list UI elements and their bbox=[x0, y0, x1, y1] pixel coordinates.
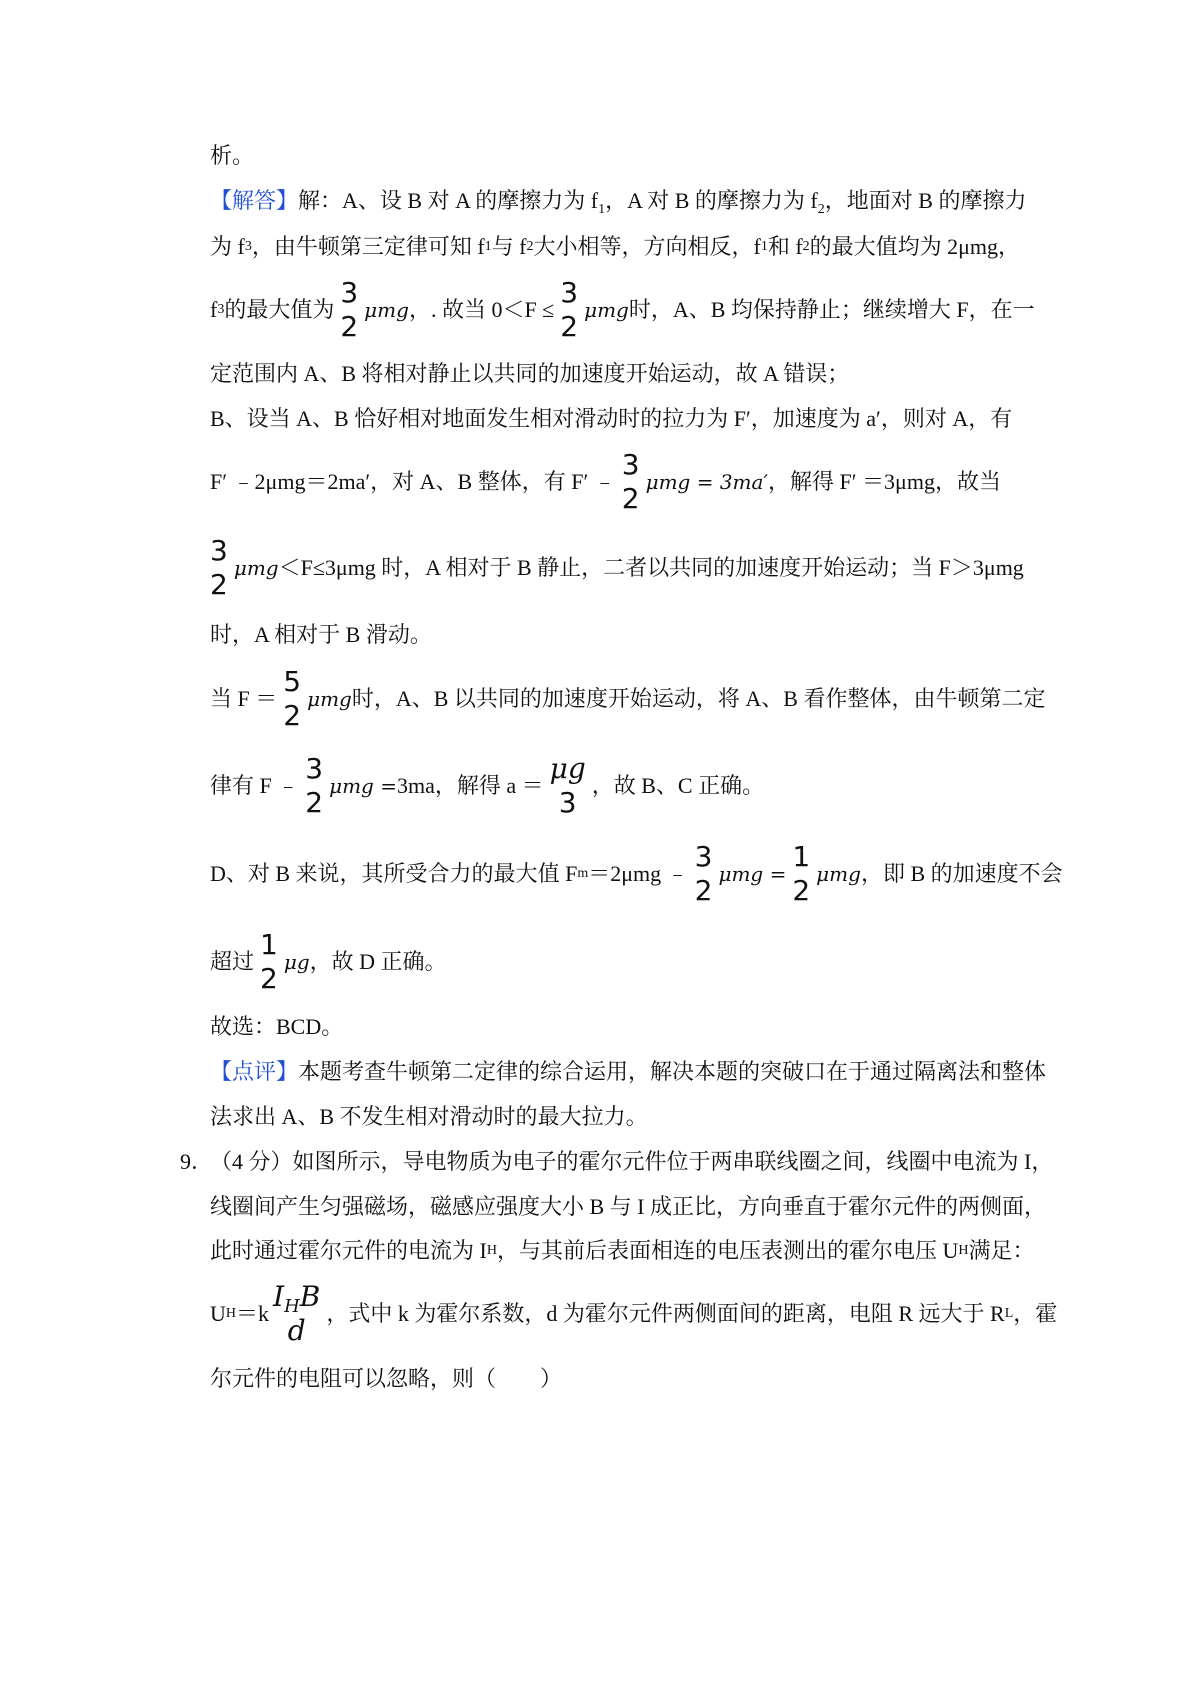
denominator: 2 bbox=[694, 874, 713, 907]
text: 法求出 A、B 不发生相对滑动时的最大拉力。 bbox=[210, 1104, 648, 1129]
text: 解：A、设 B 对 A 的摩擦力为 f bbox=[298, 188, 599, 213]
subscript: 1 bbox=[598, 202, 606, 217]
text-line bbox=[210, 361, 1025, 387]
text: ，由牛顿第三定律可知 f bbox=[251, 234, 485, 259]
numerator: 1 bbox=[260, 928, 278, 961]
text: 析。 bbox=[210, 143, 255, 168]
text: 时，A、B 以共同的加速度开始运动，将 A、B 看作整体，由牛顿第二定 bbox=[351, 685, 1046, 711]
text: U bbox=[210, 1300, 226, 1326]
math-expr: μmg = 3ma′ bbox=[645, 470, 768, 494]
denominator: 2 bbox=[560, 310, 579, 343]
denominator: 2 bbox=[305, 786, 324, 819]
math-line: D、对 B 来说，其所受合力的最大值 F m ＝2μmg ﹣ 3 2 μmg = 1 2 μmg ，即 B 的加速度不会 bbox=[210, 840, 1063, 907]
text: ＜F≤3μmg 时，A 相对于 B 静止，二者以共同的加速度开始运动；当 F＞3μmg bbox=[278, 554, 1024, 580]
text-line bbox=[210, 143, 1025, 169]
text: 超过 bbox=[210, 948, 255, 974]
numerator: 3 bbox=[694, 840, 713, 873]
fraction bbox=[301, 752, 327, 820]
numerator: 3 bbox=[340, 276, 359, 309]
fraction bbox=[206, 534, 232, 602]
denominator: 3 bbox=[558, 786, 577, 819]
text: ＝k bbox=[236, 1300, 270, 1326]
text-line bbox=[210, 1104, 1025, 1130]
text-line bbox=[210, 1366, 1025, 1392]
numerator: 5 bbox=[283, 665, 302, 698]
text: 当 F ＝ bbox=[210, 685, 278, 711]
math-expr: μmg bbox=[364, 298, 409, 322]
fraction bbox=[788, 840, 814, 908]
denominator: 2 bbox=[792, 874, 811, 907]
math-line bbox=[210, 752, 1025, 820]
numerator: μg bbox=[549, 752, 586, 785]
text-line bbox=[210, 622, 1025, 648]
solution-line bbox=[210, 188, 1027, 217]
text: 时，A、B 均保持静止；继续增大 F，在一 bbox=[628, 296, 1035, 322]
text: ，故 B、C 正确。 bbox=[591, 772, 765, 798]
numerator: 1 bbox=[792, 840, 811, 873]
text: ，故 D 正确。 bbox=[309, 948, 447, 974]
text: ，霍 bbox=[1013, 1300, 1058, 1326]
answer-line bbox=[210, 1014, 1025, 1040]
math-expr: μmg = bbox=[718, 862, 787, 886]
text: ，即 B 的加速度不会 bbox=[860, 860, 1063, 886]
question-number: 9． bbox=[180, 1149, 214, 1174]
text: （4 分）如图所示，导电物质为电子的霍尔元件位于两串联线圈之间，线圈中电流为 I， bbox=[210, 1149, 1054, 1174]
text: 本题考查牛顿第二定律的综合运用，解决本题的突破口在于通过隔离法和整体 bbox=[298, 1059, 1047, 1084]
fraction bbox=[546, 752, 590, 820]
denominator: d bbox=[287, 1314, 306, 1347]
text: ＝2μmg ﹣ bbox=[588, 860, 689, 886]
text: 定范围内 A、B 将相对静止以共同的加速度开始运动，故 A 错误； bbox=[210, 361, 850, 386]
numerator-var: I bbox=[273, 1280, 285, 1313]
text-line: 此时通过霍尔元件的电流为 I H ，与其前后表面相连的电压表测出的霍尔电压 U H 满足： bbox=[210, 1238, 1035, 1263]
text: 为 f bbox=[210, 234, 245, 259]
fraction bbox=[256, 928, 282, 996]
text: 线圈间产生匀强磁场，磁感应强度大小 B 与 I 成正比，方向垂直于霍尔元件的两侧面， bbox=[210, 1194, 1047, 1219]
subscript: 2 bbox=[817, 202, 825, 217]
math-line: f 3 的最大值为 3 2 μmg ，. 故当 0＜F ≤ 3 2 μmg 时，A、B 均保持静止；继续增大 F，在一 bbox=[210, 276, 1035, 343]
text-line bbox=[210, 406, 1025, 432]
text: ，解得 F′ ＝3μmg，故当 bbox=[768, 468, 1001, 494]
fraction bbox=[618, 448, 644, 516]
text: 的最大值为 bbox=[224, 296, 335, 322]
numerator: 3 bbox=[621, 448, 640, 481]
math-expr: μg bbox=[283, 950, 310, 974]
numerator: 3 bbox=[210, 534, 228, 567]
fraction bbox=[279, 665, 305, 733]
math-line bbox=[210, 665, 1046, 733]
text: ，与其前后表面相连的电压表测出的霍尔电压 U bbox=[496, 1238, 959, 1263]
math-expr: μmg bbox=[233, 556, 279, 580]
comment-line bbox=[210, 1059, 1047, 1085]
math-line bbox=[210, 534, 1025, 602]
question-line bbox=[210, 1149, 1054, 1175]
text: 与 f bbox=[491, 234, 527, 259]
numerator bbox=[269, 1280, 324, 1317]
fraction bbox=[556, 276, 582, 344]
comment-tag: 【点评】 bbox=[210, 1059, 299, 1084]
text: D、对 B 来说，其所受合力的最大值 F bbox=[210, 860, 578, 886]
fraction bbox=[691, 840, 717, 908]
text: 3ma，解得 a ＝ bbox=[396, 772, 544, 798]
text: f bbox=[210, 296, 218, 322]
text: 大小相等，方向相反，f bbox=[533, 234, 761, 259]
fraction bbox=[336, 276, 362, 344]
text: ，. 故当 0＜F ≤ bbox=[408, 296, 555, 322]
text: ，A 对 B 的摩擦力为 f bbox=[605, 188, 818, 213]
text: 时，A 相对于 B 滑动。 bbox=[210, 622, 432, 647]
text: 和 f bbox=[767, 234, 803, 259]
math-expr: μmg = bbox=[329, 774, 397, 798]
denominator: 2 bbox=[210, 568, 228, 601]
math-expr: μmg bbox=[584, 298, 629, 322]
denominator: 2 bbox=[260, 962, 278, 995]
text: 此时通过霍尔元件的电流为 I bbox=[210, 1238, 487, 1263]
fraction bbox=[269, 1280, 324, 1348]
math-line bbox=[210, 448, 1025, 516]
math-expr: μmg bbox=[307, 687, 352, 711]
numerator: 3 bbox=[560, 276, 579, 309]
text-line bbox=[210, 1194, 1047, 1220]
text: F′ ﹣2μmg＝2ma′，对 A、B 整体，有 F′ ﹣ bbox=[210, 468, 616, 494]
denominator: 2 bbox=[283, 699, 302, 732]
text: ，式中 k 为霍尔系数，d 为霍尔元件两侧面间的距离，电阻 R 远大于 R bbox=[326, 1300, 1005, 1326]
text: 尔元件的电阻可以忽略，则（ ） bbox=[210, 1366, 563, 1391]
denominator: 2 bbox=[340, 310, 359, 343]
subscript: H bbox=[284, 1296, 300, 1317]
text: B、设当 A、B 恰好相对地面发生相对滑动时的拉力为 F′，加速度为 a′，则对 A，有 bbox=[210, 406, 1013, 431]
text: 律有 F ﹣ bbox=[210, 772, 300, 798]
math-line bbox=[210, 928, 1025, 996]
text: 故选：BCD。 bbox=[210, 1014, 344, 1039]
numerator: 3 bbox=[305, 752, 324, 785]
text-line: 为 f 3 ，由牛顿第三定律可知 f 1 与 f 2 大小相等，方向相反，f 1 和 f 2 的最大值均为 2μmg， bbox=[210, 234, 1021, 259]
math-line: U H ＝k $I_HB$ d ，式中 k 为霍尔系数，d 为霍尔元件两侧面间的距离，电阻 R 远大于 R L ，霍 bbox=[210, 1280, 1058, 1347]
numerator-var: B bbox=[299, 1280, 321, 1313]
math-expr: μmg bbox=[816, 862, 861, 886]
solution-tag: 【解答】 bbox=[210, 188, 299, 213]
denominator: 2 bbox=[621, 482, 640, 515]
text: 满足： bbox=[968, 1238, 1035, 1263]
text: ，地面对 B 的摩擦力 bbox=[824, 188, 1027, 213]
text: 的最大值均为 2μmg， bbox=[809, 234, 1021, 259]
